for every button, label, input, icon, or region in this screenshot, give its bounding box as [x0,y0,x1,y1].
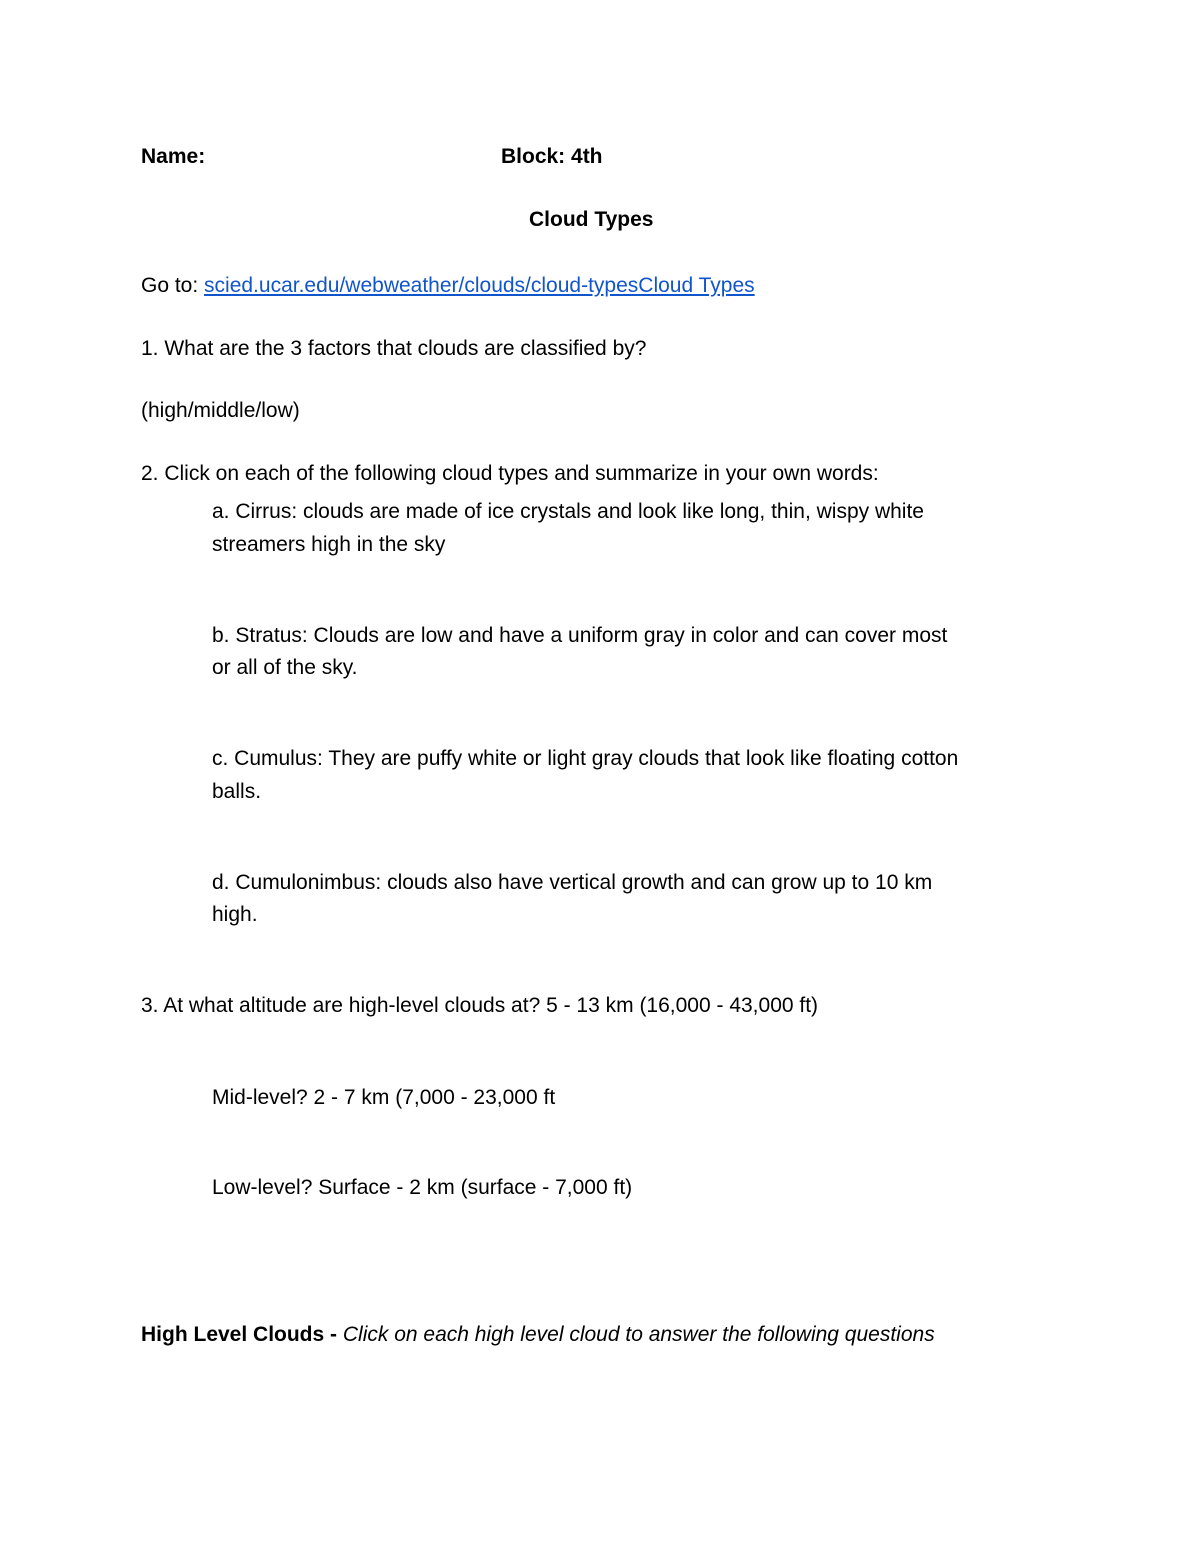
mid-level-answer: Mid-level? 2 - 7 km (7,000 - 23,000 ft [212,1086,556,1109]
question-3: 3. At what altitude are high-level clouds at? 5 - 13 km (16,000 - 43,000 ft) [141,994,819,1017]
high-level-clouds-heading: High Level Clouds - [141,1323,343,1346]
page-title: Cloud Types [529,208,654,231]
cloud-types-link[interactable]: scied.ucar.edu/webweather/clouds/cloud-typesCloud Types [204,274,755,297]
low-level-answer: Low-level? Surface - 2 km (surface - 7,000 ft) [212,1176,633,1199]
cirrus-answer-line-1: a. Cirrus: clouds are made of ice crystals and look like long, thin, wispy white [212,500,924,523]
question-2: 2. Click on each of the following cloud types and summarize in your own words: [141,462,879,485]
cirrus-answer-line-2: streamers high in the sky [212,533,446,556]
high-level-clouds-section [141,1324,935,1345]
question-1: 1. What are the 3 factors that clouds are classified by? [141,337,647,360]
cumulus-answer-line-1: c. Cumulus: They are puffy white or light gray clouds that look like floating cotton [212,747,959,770]
goto-line [141,275,755,296]
high-level-clouds-instruction: Click on each high level cloud to answer the following questions [342,1323,935,1346]
cumulonimbus-answer-line-2: high. [212,903,258,926]
cumulus-answer-line-2: balls. [212,780,262,803]
goto-prefix: Go to: [141,274,205,297]
answer-1: (high/middle/low) [141,399,300,422]
stratus-answer-line-2: or all of the sky. [212,656,358,679]
cumulonimbus-answer-line-1: d. Cumulonimbus: clouds also have vertical growth and can grow up to 10 km [212,871,933,894]
name-label: Name: [141,145,206,168]
stratus-answer-line-1: b. Stratus: Clouds are low and have a uniform gray in color and can cover most [212,624,948,647]
block-label: Block: 4th [501,145,603,168]
